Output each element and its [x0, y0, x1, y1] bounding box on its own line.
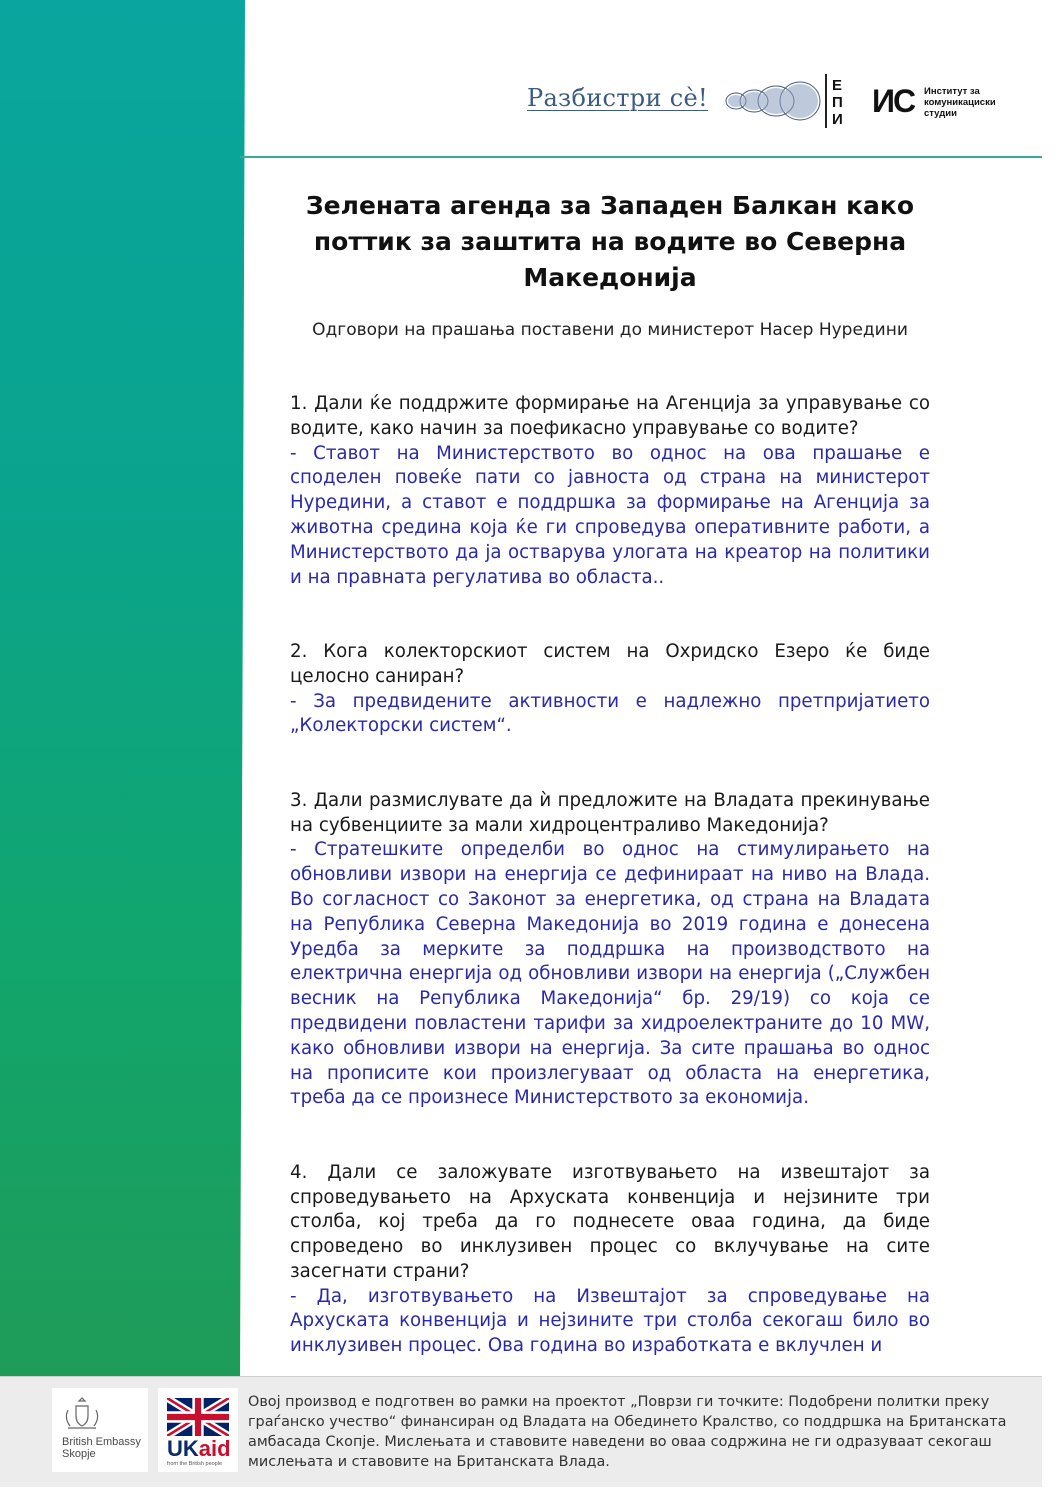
svg-text:Е: Е	[832, 77, 843, 94]
header-divider	[240, 156, 1042, 158]
ukaid-logo	[158, 1388, 238, 1472]
answer-4: - Да, изготвувањето на Извештајот за спроведување на Архуската конвенција и нејзините три столба секогаш било во инклузивен процес. Ова година во изработката е вклучлен и	[290, 1285, 930, 1357]
answer-3: - Стратешките определби во однос на стимулирањето на обновливи извори на енергија се дефинираат на ниво на Влада. Во согласност со Законот за енергетика, од страна на Владата на Република Северна Македонија во 2019 година е донесена Уредба за мерките за поддршка на производството на електрична енергија од обновливи извори на енергија („Службен весник на Република Македонија“ бр. 29/19) со која се предвидени повластени тарифи за хидроелектраните до 10 МW, како обновливи извори на енергија. За сите прашања во однос на прописите кои произлегуваат од областа на енергетика, треба да се произнесе Министерството за економија.	[290, 839, 930, 1109]
svg-text:П: П	[832, 94, 843, 111]
iks-name-line: Институт за	[924, 86, 980, 97]
union-jack-icon	[167, 1398, 229, 1436]
royal-crest-icon	[62, 1396, 102, 1432]
question-3: 3. Дали размислувате да ѝ предложите на Владата прекинување на субвенциите за мали хидроцентраливо Македонија?	[290, 789, 930, 836]
qa-section	[290, 392, 930, 1359]
ukaid-tagline: from the British people	[167, 1461, 223, 1467]
embassy-label-line: Skopje	[62, 1448, 96, 1460]
iks-logo	[872, 84, 1012, 124]
iks-name-line: комуникациски	[924, 97, 996, 108]
svg-text:И: И	[832, 111, 843, 128]
iks-name-line: студии	[924, 108, 957, 119]
british-embassy-logo	[52, 1388, 148, 1472]
decorative-green-band	[0, 0, 245, 1380]
question-2: 2. Кога колекторскиот систем на Охридско Езеро ќе биде целосно саниран?	[290, 640, 930, 687]
epi-logo	[722, 72, 850, 130]
question-4: 4. Дали се заложувате изготвувањето на извештајот за спроведувањето на Архуската конвенција и нејзините три столба, кој треба да го поднесете оваа година, да биде спроведено во инклузивен процес со вклучување на сите засегнати страни?	[290, 1161, 930, 1282]
iks-logo-mark: ИС	[872, 83, 915, 119]
embassy-label-line: British Embassy	[62, 1436, 141, 1448]
question-1: 1. Дали ќе поддржите формирање на Агенција за управување со водите, како начин за поефикасно управување со водите?	[290, 393, 930, 439]
answer-2: - За предвидените активности е надлежно претпријатието „Колекторски систем“.	[290, 690, 930, 737]
document-title: Зелената агенда за Западен Балкан како поттик за заштита на водите во Северна Македонија	[305, 191, 915, 292]
footer-disclaimer: Овој производ е подготвен во рамки на проектот „Поврзи ги точките: Подобрени политки преку граѓанско учество“ финансиран од Владата на Обединето Кралство, со поддршка на Британската амбасада Скопје. Мислењата и ставовите наведени во оваа содржина не ги одразуваат секогаш мислењата и ставовите на Британската Влада.	[248, 1394, 1007, 1470]
brand-slogan: Разбистри сѐ!	[527, 84, 708, 112]
answer-1: - Ставот на Министерството во однос на ова прашање е споделен повеќе пати со јавноста од страна на министерот Нуредини, а ставот е поддршка за формирање на Агенција за животна средина која ќе ги спроведува оперативните работи, а Министерството да ја остварува улогата на креатор на политики и на правната регулатива во областа..	[290, 442, 930, 588]
document-subtitle: Одговори на прашања поставени до министерот Насер Нуредини	[312, 320, 908, 340]
iks-logo-name	[924, 86, 996, 119]
ukaid-wordmark: UKaid	[167, 1436, 231, 1461]
